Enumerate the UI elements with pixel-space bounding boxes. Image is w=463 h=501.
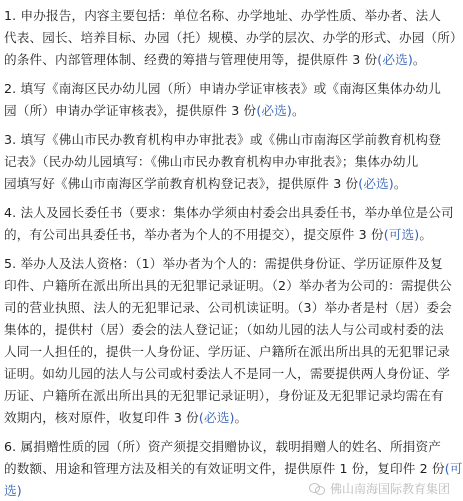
optional-tag-end: 选)	[4, 483, 22, 498]
wechat-logo-icon	[309, 482, 326, 495]
item-1-line-3: 的条件、内部管理体制、经费的筹措与管理使用等，提供原件 3 份(必选)。	[4, 52, 426, 67]
item-5-line-3: 司的营业执照、法人的无犯罪记录、公司机读证明。（3）举办者是村（居）委会	[4, 300, 452, 315]
item-3-line-1: 3. 填写《佛山市民办教育机构申办审批表》或《佛山市南海区学前教育机构登	[4, 132, 442, 147]
required-tag: (必选)	[358, 176, 394, 191]
required-tag: (必选)	[377, 52, 413, 67]
item-4-line-2: 的，有公司出具委任书，举办者为个人的不用提交），提交原件 3 份(可选)。	[4, 227, 433, 242]
item-5-line-1: 5. 举办人及法人资格：（1）举办者为个人的：需提供身份证、学历证原件及复	[4, 256, 443, 271]
item-5-line-4: 集体的，提供村（居）委会的法人登记证；（如幼儿园的法人与公司或村委的法	[4, 322, 444, 337]
item-4-line-1: 4. 法人及园长委任书（要求：集体办学须由村委会出具委任书，举办单位是公司	[4, 205, 454, 220]
item-3-line-3: 园填写好《佛山市南海区学前教育机构登记表》，提供原件 3 份(必选)。	[4, 176, 407, 191]
item-5-line-2: 印件、户籍所在派出所出具的无犯罪记录证明。（2）举办者为公司的：需提供公	[4, 278, 452, 293]
item-3-line-2: 记表》（民办幼儿园填写：《佛山市民办教育机构申办审批表》；集体办幼儿	[4, 154, 419, 169]
item-5-line-5: 人同一人担任的，提供一人身份证、学历证、户籍所在派出所出具的无犯罪记录	[4, 344, 451, 359]
optional-tag: (可选)	[383, 227, 420, 242]
item-1-line-1: 1. 申办报告，内容主要包括：单位名称、办学地址、办学性质、举办者、法人	[4, 8, 442, 23]
watermark-text: 佛山南海国际教育集团	[329, 481, 450, 496]
item-6-line-1: 6. 属捐赠性质的园（所）资产须提交捐赠协议，载明捐赠人的姓名、所捐资产	[4, 439, 442, 454]
item-5-line-6: 证明。如幼儿园的法人与公司或村委法人不是同一人，需要提供两人身份证、学	[4, 366, 451, 381]
item-5-line-7: 历证、户籍所在派出所出具的无犯罪记录证明），身份证及无犯罪记录均需在有	[4, 388, 444, 403]
optional-tag: (可	[444, 461, 463, 476]
required-tag: (必选)	[256, 103, 292, 118]
item-1-line-2: 代表、园长、培养目标、办园（托）规模、办学的层次、办学的形式、办园（所）	[4, 30, 463, 45]
item-5-line-8: 效期内，核对原件，收复印件 3 份(必选)。	[4, 410, 248, 425]
item-6-line-3	[4, 481, 44, 501]
watermark	[309, 478, 450, 498]
item-6-line-2: 的数额、用途和管理方法及相关的有效证明文件，提供原件 1 份，复印件 2 份(可	[4, 461, 463, 476]
item-2-line-2: 园（所）申请办学证审核表》，提供原件 3 份(必选)。	[4, 103, 305, 118]
required-tag: (必选)	[198, 410, 235, 425]
item-2-line-1: 2. 填写《南海区民办幼儿园（所）申请办学证审核表》或《南海区集体办幼儿	[4, 81, 442, 96]
